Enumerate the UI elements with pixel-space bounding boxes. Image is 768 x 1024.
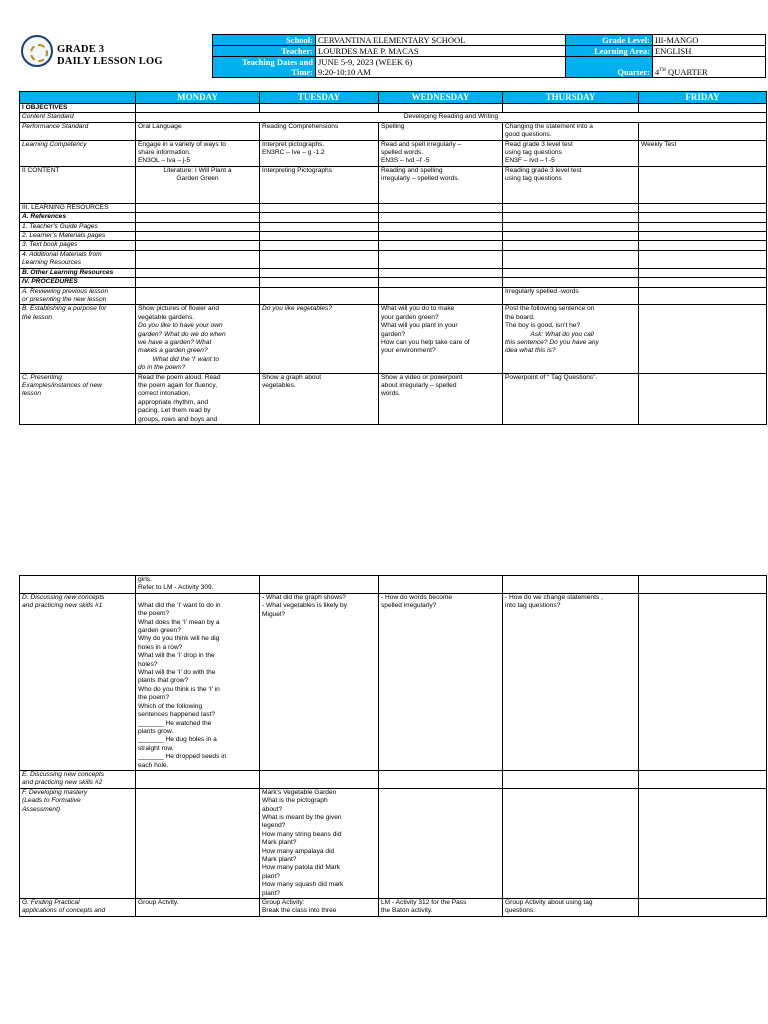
proc-a-row: A. Reviewing previous lesson or presenting the new lesson Irregularly spelled -words	[20, 287, 767, 305]
content-row: II CONTENT Literature: I Will Plant a Garden Green Interpreting Pictographs Reading and spelling irregularly – spelled words. Reading grade 3 level test using tag questions	[20, 166, 767, 203]
references-row: A. References	[20, 213, 767, 222]
day-tuesday: TUESDAY	[260, 92, 379, 104]
day-wednesday: WEDNESDAY	[379, 92, 503, 104]
proc-c-row: C. Presenting Examples/instances of new lesson Read the poem aloud. Read the poem again for fluency, correct intonation, appropriate rhythm, and pacing. Let them read by groups, rows and boys and Show a graph about vegetables. Show a video or powerpoint about irregularly – spelled words. Powerpoint of “ Tag Questions”.	[20, 373, 767, 424]
quarter-label: Quarter:	[566, 57, 653, 78]
deped-seal-logo	[21, 35, 53, 67]
textbook-pages-row: 3. Text book pages	[20, 241, 767, 250]
proc-c-continued-row: girls. Refer to LM - Activity 309.	[20, 576, 767, 594]
school-label: School:	[213, 35, 316, 46]
doc-title-dll: DAILY LESSON LOG	[57, 56, 163, 67]
doc-title-grade: GRADE 3	[57, 44, 105, 55]
dates-value: JUNE 5-9, 2023 (WEEK 6) 9:20-10:10 AM	[316, 57, 566, 78]
learning-competency-row: Learning Competency Engage in a variety of ways to share information. EN3OL – Iva – j-5 Interpret pictographs. EN3RC – Ive – g -1.2 Read and spell irregularly – spelled words. EN3S – Ivd –f -5 Read grade 3 level test using tag questions EN3F – Ivd – f -5 Weekly Test	[20, 140, 767, 166]
day-thursday: THURSDAY	[503, 92, 639, 104]
quarter-value: 4TH QUARTER	[653, 57, 766, 78]
days-header-row	[20, 92, 767, 104]
dates-label: Teaching Dates and Time:	[213, 57, 316, 78]
header-info-table	[212, 34, 766, 78]
learners-materials-row: 2. Learner’s Materials pages	[20, 232, 767, 241]
school-value: CERVANTINA ELEMENTARY SCHOOL	[316, 35, 566, 46]
day-monday: MONDAY	[136, 92, 260, 104]
proc-d-row: D. Discussing new concepts and practicing new skills #1 What did the ‘I’ want to do in the poem? What does the ‘I’ mean by a garden green? Why do you think will he dig holes in a row? What will the ‘I’ drop in the holes? What will the ‘I’ do with the plants that grow? Who do you think is the ‘I’ in the poem? Which of the following sentences happened last? _______ He watched the plants grow. _______ He dug holes in a straight row. _______ He dropped seeds in each hole. - What did the graph shows? - What vegetables is likely by Miguel? - How do words become spelled irregularly? - How do we change statements , into tag questions?	[20, 593, 767, 770]
grade-level-value: III-MANGO	[653, 35, 766, 46]
learning-area-value: ENGLISH	[653, 46, 766, 57]
proc-b-row: B. Establishing a purpose for the lesson Show pictures of flower and vegetable gardens. Do you like to have your own garden? What do we do when we have a garden? What makes a garden green? What did the ‘I’ want to do in the poem? Do you like vegetables? What will you do to make your garden green? What will you plant in your garden? How can you help take care of your environment? Post the following sentence on the board. The boy is good, isn’t he? Ask: What do you call this sentence? Do you have any idea what this is?	[20, 305, 767, 373]
lesson-log-table-page2	[19, 575, 767, 917]
grade-level-label: Grade Level:	[566, 35, 653, 46]
proc-f-row: F. Developing mastery (Leads to Formative Assessment) Mark’s Vegetable Garden What is the pictograph about? What is meant by the given legend? How many string beans did Mark plant? How many ampalaya did Mark plant? How many patola did Mark plant? How many squash did mark plant?	[20, 788, 767, 898]
proc-e-row: E. Discussing new concepts and practicing new skills #2	[20, 770, 767, 788]
content-standard-row: Content Standard Developing Reading and Writing	[20, 113, 767, 122]
proc-g-row: G. Finding Practical applications of concepts and Group Actvity. Group Activity: Break the class into three LM - Activity 312 for the Pass the Baton activity. Group Activity about using tag questions.	[20, 899, 767, 917]
learning-area-label: Learning Area:	[566, 46, 653, 57]
teacher-value: LOURDES MAE P. MACAS	[316, 46, 566, 57]
performance-standard-row: Performance Standard Oral Language Reading Comprehensions Spelling Changing the statement into a good questions.	[20, 122, 767, 140]
lesson-log-table-page1	[19, 91, 767, 425]
other-resources-row: B. Other Learning Resources	[20, 268, 767, 277]
objectives-row: I OBJECTIVES	[20, 104, 767, 113]
teacher-label: Teacher:	[213, 46, 316, 57]
learning-resources-row: III. LEARNING RESOURCES	[20, 203, 767, 212]
additional-materials-row: 4. Additional Materials from Learning Resources	[20, 250, 767, 268]
day-friday: FRIDAY	[639, 92, 767, 104]
page-2	[0, 574, 768, 1024]
procedures-row: IV. PROCEDURES	[20, 278, 767, 287]
teachers-guide-row: 1. Teacher’s Guide Pages	[20, 222, 767, 231]
